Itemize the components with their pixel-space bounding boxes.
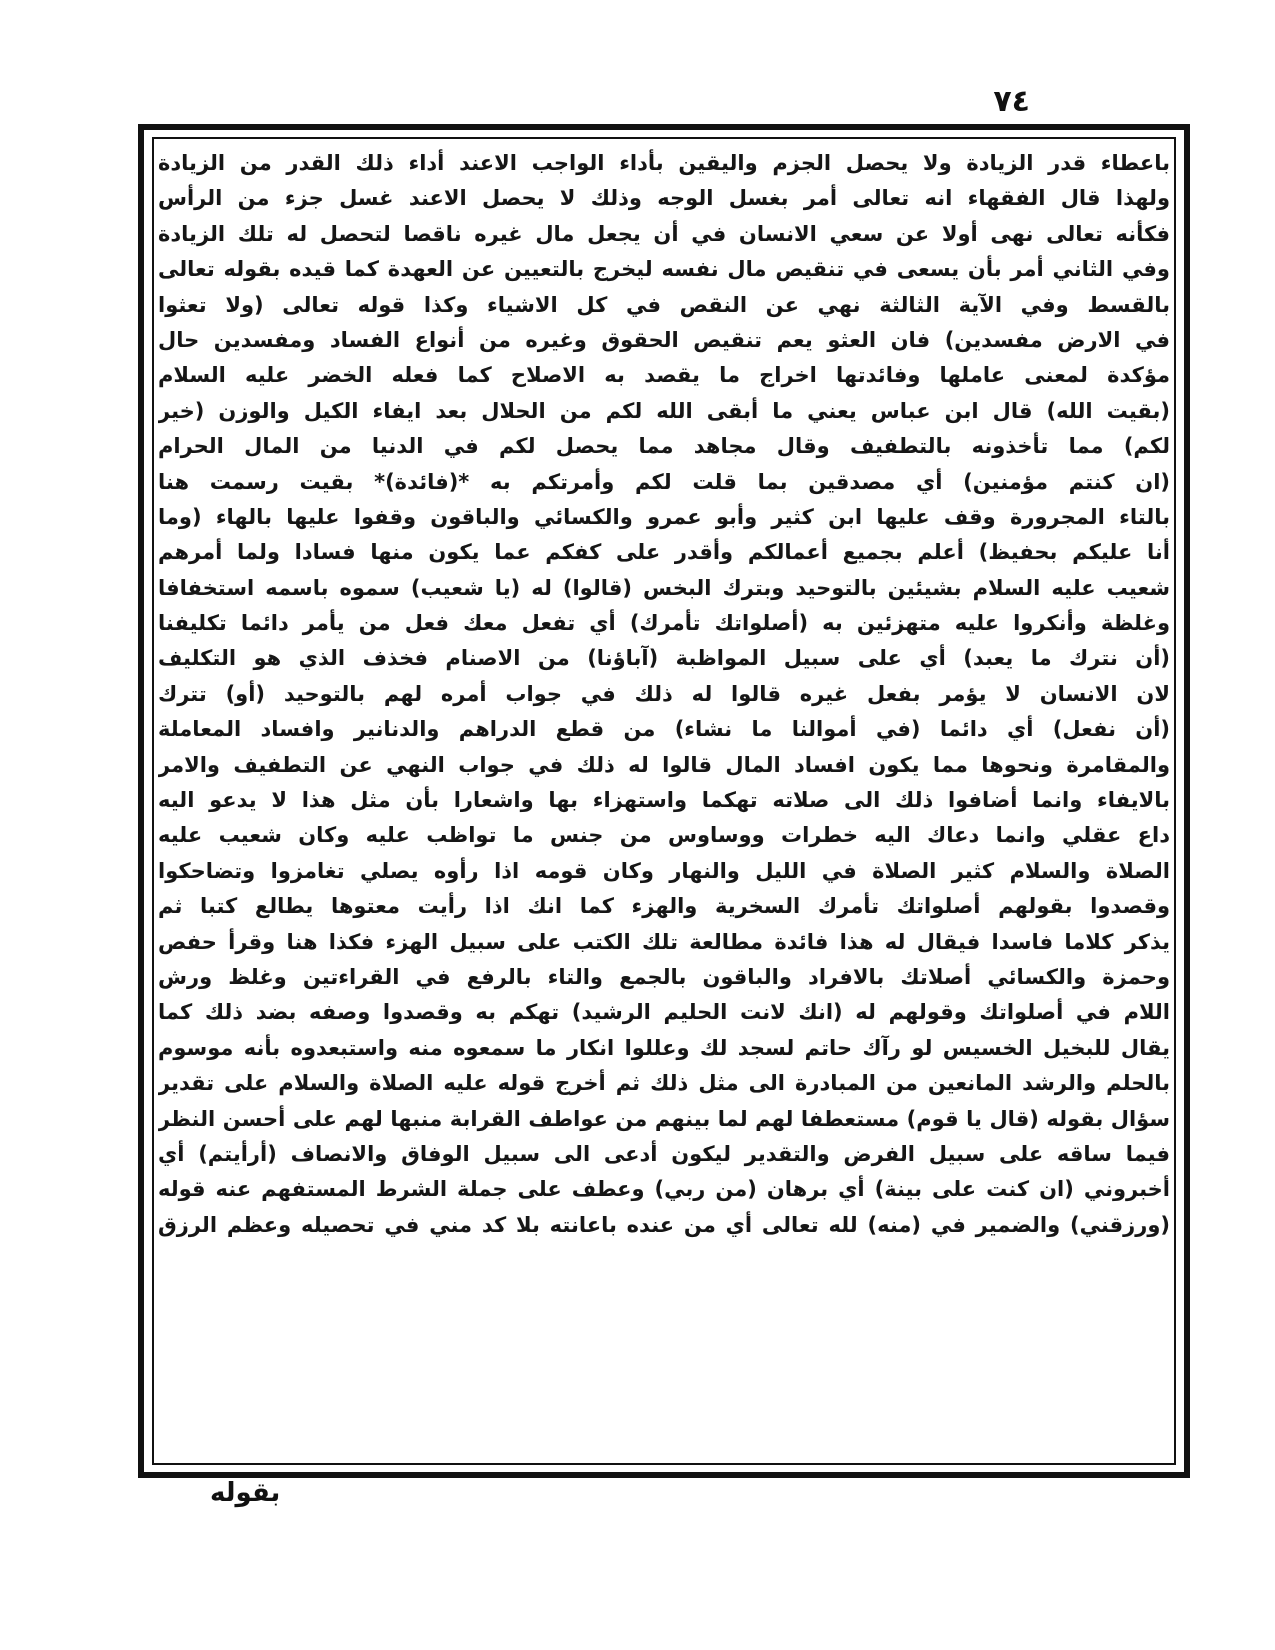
text-line: بالقسط وفي الآية الثالثة نهي عن النقص في كل الاشياء وكذا قوله تعالى (ولا تعثوا [158,292,1170,317]
text-line: في الارض مفسدين) فان العثو يعم تنقيص الحقوق وغيره من أنواع الفساد ومفسدين حال [158,327,1170,352]
text-line: والمقامرة ونحوها مما يكون افساد المال قالوا له ذلك في جواب النهي عن التطفيف والامر [158,752,1170,777]
text-line: يذكر كلاما فاسدا فيقال له هذا فائدة مطالعة تلك الكتب على سبيل الهزء فكذا هنا وقرأ حفص [158,929,1170,954]
text-line: باعطاء قدر الزيادة ولا يحصل الجزم واليقين بأداء الواجب الاعند أداء ذلك القدر من الزيادة [158,151,1170,175]
text-line: ولهذا قال الفقهاء انه تعالى أمر بغسل الوجه وذلك لا يحصل الاعند غسل جزء من الرأس [158,186,1170,211]
text-line: أنا عليكم بحفيظ) أعلم بجميع أعمالكم وأقدر على كفكم عما يكون منها فسادا ولما أمرهم [158,540,1170,565]
text-line: وقصدوا بقولهم أصلواتك تأمرك السخرية والهزء كما انك اذا رأيت معتوها يطالع كتبا ثم [158,894,1170,919]
text-line: شعيب عليه السلام بشيئين بالتوحيد وبترك البخس (قالوا) له (يا شعيب) سموه باسمه استخفافا [158,575,1170,600]
text-line: (ان كنتم مؤمنين) أي مصدقين بما قلت لكم وأمرتكم به *(فائدة)* بقيت رسمت هنا [158,469,1170,494]
text-line: (أن نفعل) أي دائما (في أموالنا ما نشاء) من قطع الدراهم والدنانير وافساد المعاملة [158,717,1170,742]
text-line: داع عقلي وانما دعاك اليه خطرات ووساوس من جنس ما تواظب عليه وكان شعيب عليه [158,823,1170,848]
text-block [158,146,1170,1456]
text-line: بالحلم والرشد المانعين من المبادرة الى مثل ذلك ثم أخرج قوله عليه الصلاة والسلام على تقدير [158,1071,1170,1096]
text-line: وغلظة وأنكروا عليه متهزئين به (أصلواتك تأمرك) أي تفعل معك فعل من يأمر دائما تكليفنا [158,611,1170,636]
text-line: (بقيت الله) قال ابن عباس يعني ما أبقى الله لكم من الحلال بعد ايفاء الكيل والوزن (خير [158,398,1170,423]
text-line: يقال للبخيل الخسيس لو رآك حاتم لسجد لك وعللوا انكار ما سمعوه منه واستبعدوه بأنه موسوم [158,1035,1170,1060]
text-line: لان الانسان لا يؤمر بفعل غيره قالوا له ذلك في جواب أمره لهم بالتوحيد (أو) تترك [158,681,1170,706]
text-line: وفي الثاني أمر بأن يسعى في تنقيص مال نفسه ليخرج بالتعيين عن العهدة كما قيده بقوله تعالى [158,257,1170,282]
text-line: فكأنه تعالى نهى أولا عن سعي الانسان في أن يجعل مال غيره ناقصا لتحصل له تلك الزيادة [158,221,1170,246]
text-line: بالايفاء وانما أضافوا ذلك الى صلاته تهكما واستهزاء بها واشعارا بأن مثل هذا لا يدعو اليه [158,788,1170,813]
text-line: لكم) مما تأخذونه بالتطفيف وقال مجاهد مما يحصل لكم في الدنيا من المال الحرام [158,434,1170,459]
text-line: أخبروني (ان كنت على بينة) أي برهان (من ربي) وعطف على جملة الشرط المستفهم عنه قوله [158,1177,1170,1202]
text-line: (ورزقني) والضمير في (منه) لله تعالى أي من عنده باعانته بلا كد مني في تحصيله وعظم الرزق [158,1212,1170,1237]
page-number: ٧٤ [993,84,1030,119]
catchword: بقوله [210,1478,281,1508]
text-line: سؤال بقوله (قال يا قوم) مستعطفا لهم لما بينهم من عواطف القرابة منبها لهم على أحسن النظر [158,1106,1170,1131]
text-line: فيما ساقه على سبيل الفرض والتقدير ليكون أدعى الى سبيل الوفاق والانصاف (أرأيتم) أي [158,1141,1170,1166]
text-line: وحمزة والكسائي أصلاتك بالافراد والباقون بالجمع والتاء بالرفع في القراءتين وغلظ ورش [158,964,1170,989]
text-line: اللام في أصلواتك وقولهم له (انك لانت الحليم الرشيد) تهكم به وقصدوا وصفه بضد ذلك كما [158,1000,1170,1025]
text-line: (أن نترك ما يعبد) أي على سبيل المواظبة (آباؤنا) من الاصنام فخذف الذي هو التكليف [158,646,1170,671]
text-line: بالتاء المجرورة وقف عليها ابن كثير وأبو عمرو والكسائي والباقون وقفوا عليها بالهاء (وما [158,504,1170,529]
text-line: الصلاة والسلام كثير الصلاة في الليل والنهار وكان قومه اذا رأوه يصلي تغامزوا وتضاحكوا [158,858,1170,883]
text-line: مؤكدة لمعنى عاملها وفائدتها اخراج ما يقصد به الاصلاح كما فعله الخضر عليه السلام [158,363,1170,388]
